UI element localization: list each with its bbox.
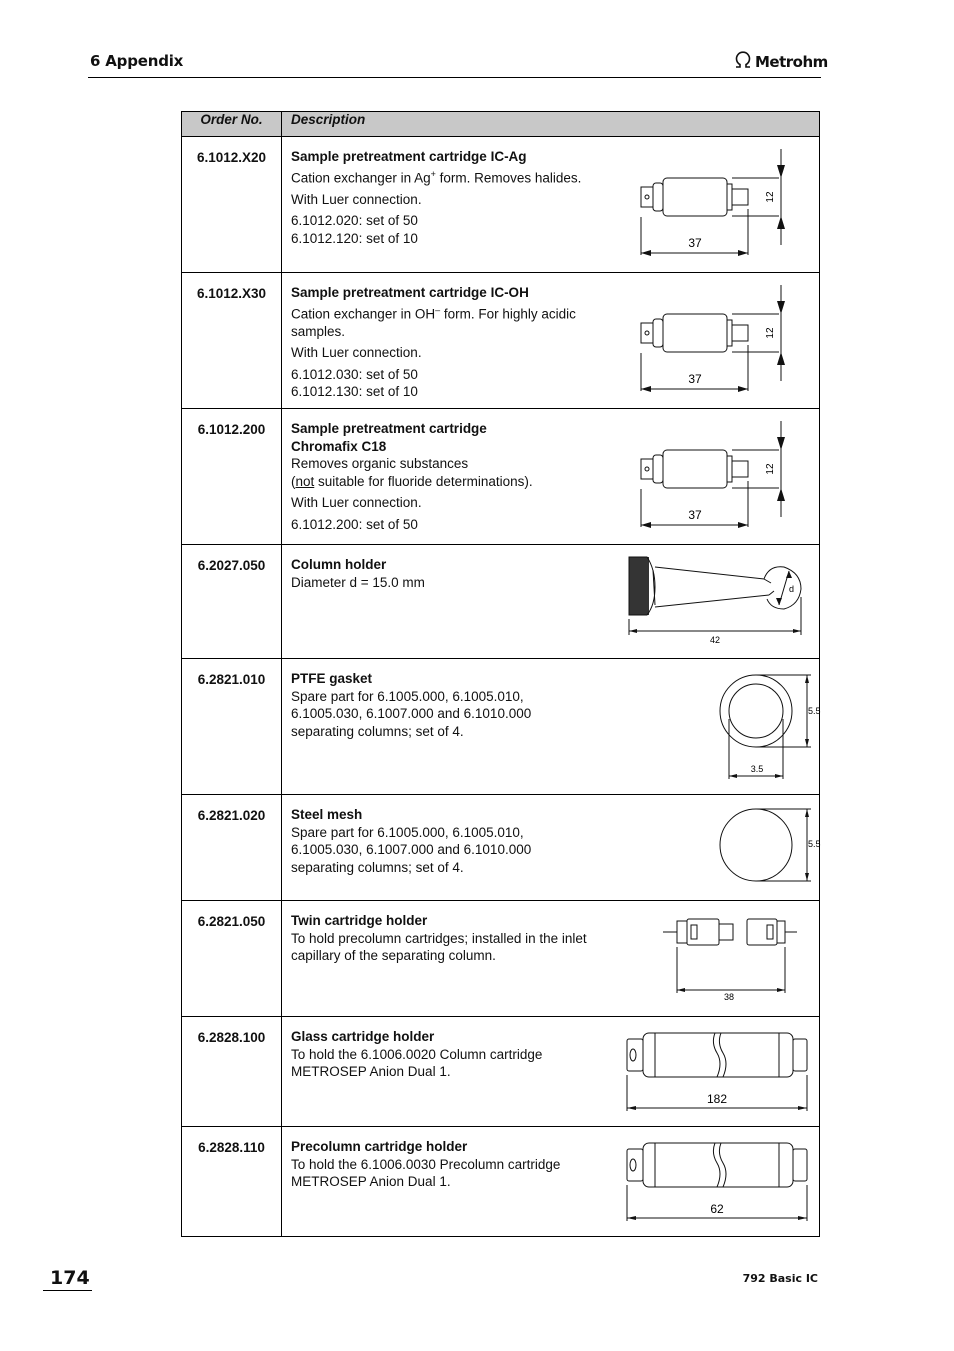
item-description: Spare part for 6.1005.000, 6.1005.010, 6.1005.030, 6.1007.000 and 6.1010.000 separating columns; set of 4. [291, 824, 532, 875]
item-description: To hold the 6.1006.0020 Column cartridge METROSEP Anion Dual 1. [291, 1046, 543, 1080]
item-description: Cation exchanger in Ag+ form. Removes halides. [291, 168, 582, 186]
length-dimension: 62 [710, 1202, 724, 1216]
item-description: Removes organic substances (not suitable for fluoride determinations). [291, 456, 533, 489]
item-title: Glass cartridge holder [291, 1029, 435, 1044]
item-title: Column holder [291, 557, 387, 572]
outer-diameter-label: 5.5 [808, 706, 821, 716]
footer-rule [43, 1290, 92, 1291]
order-number: 6.2828.100 [182, 1017, 282, 1127]
description-cell [282, 137, 820, 273]
description-cell [282, 659, 820, 795]
item-title: Steel mesh [291, 807, 363, 822]
description-cell [282, 545, 820, 659]
table-row [182, 1127, 820, 1237]
description-cell [282, 795, 820, 901]
item-description: To hold the 6.1006.0030 Precolumn cartridge METROSEP Anion Dual 1. [291, 1156, 561, 1190]
length-dimension: 182 [706, 1092, 728, 1106]
column-header-order: Order No. [182, 112, 282, 137]
connection-note: With Luer connection. [291, 495, 422, 511]
twin-holder-drawing [619, 901, 819, 1015]
description-cell [282, 1127, 820, 1237]
order-number: 6.2828.110 [182, 1127, 282, 1237]
accessories-table [181, 111, 820, 1237]
order-number: 6.1012.X30 [182, 273, 282, 409]
table-row [182, 273, 820, 409]
product-name: 792 Basic IC [742, 1272, 818, 1285]
gasket-drawing [619, 659, 819, 793]
description-cell [282, 1017, 820, 1127]
column-holder-drawing [619, 545, 819, 657]
table-row [182, 659, 820, 795]
brand-name: Metrohm [755, 53, 828, 71]
item-title: Twin cartridge holder [291, 913, 428, 928]
order-number: 6.2821.050 [182, 901, 282, 1017]
diameter-label: d [789, 584, 795, 594]
description-cell [282, 901, 820, 1017]
item-description: To hold precolumn cartridges; installed in the inlet capillary of the separating column. [291, 930, 587, 964]
table-row [182, 1017, 820, 1127]
item-title: PTFE gasket [291, 671, 373, 686]
connection-note: With Luer connection. [291, 191, 422, 207]
item-description: Diameter d = 15.0 mm [291, 574, 425, 590]
item-title: Sample pretreatment cartridge Chromafix C18 [291, 421, 487, 454]
outer-diameter-label: 5.5 [808, 839, 821, 849]
height-dimension: 12 [765, 327, 776, 339]
table-row [182, 901, 820, 1017]
length-dimension: 42 [709, 635, 721, 645]
connection-note: With Luer connection. [291, 345, 422, 361]
order-number: 6.1012.200 [182, 409, 282, 545]
length-dimension: 37 [688, 236, 702, 250]
item-description: Spare part for 6.1005.000, 6.1005.010, 6.1005.030, 6.1007.000 and 6.1010.000 separating columns; set of 4. [291, 688, 532, 739]
item-title: Sample pretreatment cartridge IC-OH [291, 285, 529, 300]
set-list: 6.1012.020: set of 50 6.1012.120: set of 10 [291, 213, 418, 246]
item-title: Precolumn cartridge holder [291, 1139, 468, 1154]
brand-logo [733, 51, 828, 73]
order-number: 6.2027.050 [182, 545, 282, 659]
section-title: 6 Appendix [90, 52, 184, 70]
description-cell [282, 409, 820, 545]
order-number: 6.2821.010 [182, 659, 282, 795]
set-list: 6.1012.030: set of 50 6.1012.130: set of 10 [291, 366, 418, 400]
precolumn-holder-drawing [619, 1127, 819, 1235]
table-row [182, 545, 820, 659]
description-cell [282, 273, 820, 409]
table-row [182, 137, 820, 273]
table-row [182, 409, 820, 545]
mesh-drawing [619, 795, 819, 899]
cartridge-drawing [619, 273, 819, 407]
order-number: 6.1012.X20 [182, 137, 282, 273]
set-list: 6.1012.200: set of 50 [291, 516, 418, 532]
page-number: 174 [50, 1267, 90, 1289]
column-header-description: Description [282, 112, 820, 137]
cartridge-drawing [619, 137, 819, 271]
order-number: 6.2821.020 [182, 795, 282, 901]
length-dimension: 37 [688, 372, 702, 386]
glass-holder-drawing [619, 1017, 819, 1125]
table-header-row [182, 112, 820, 137]
length-dimension: 37 [688, 508, 702, 522]
item-title: Sample pretreatment cartridge IC-Ag [291, 149, 527, 164]
inner-diameter-label: 3.5 [750, 764, 764, 774]
header-rule [88, 77, 821, 78]
length-dimension: 38 [723, 992, 735, 1002]
cartridge-drawing [619, 409, 819, 543]
height-dimension: 12 [765, 463, 776, 475]
omega-icon [733, 51, 753, 74]
item-description: Cation exchanger in OH– form. For highly acidic samples. [291, 304, 576, 339]
table-row [182, 795, 820, 901]
height-dimension: 12 [765, 191, 776, 203]
